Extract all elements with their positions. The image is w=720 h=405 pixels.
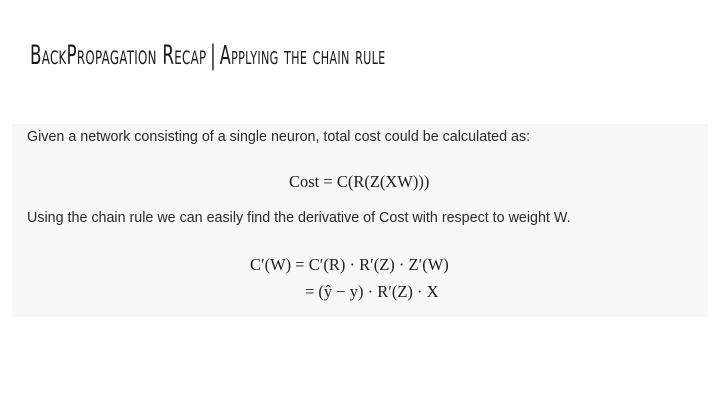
title-subtitle: Applying the chain rule — [219, 41, 386, 71]
derivative-equation-line-1: C′(W) = C′(R) · R′(Z) · Z′(W) — [250, 255, 449, 274]
slide-title — [30, 38, 386, 74]
derivative-equation-line-2: = (ŷ − y) · R′(Z) · X — [305, 282, 439, 301]
chain-rule-text: Using the chain rule we can easily find the derivative of Cost with respect to weight W. — [27, 210, 571, 226]
cost-equation: Cost = C(R(Z(XW))) — [289, 172, 430, 191]
content-panel — [12, 124, 708, 317]
title-separator: | — [210, 40, 217, 71]
intro-text: Given a network consisting of a single neuron, total cost could be calculated as: — [27, 129, 531, 145]
title-main: BackPropagation Recap — [30, 40, 207, 71]
